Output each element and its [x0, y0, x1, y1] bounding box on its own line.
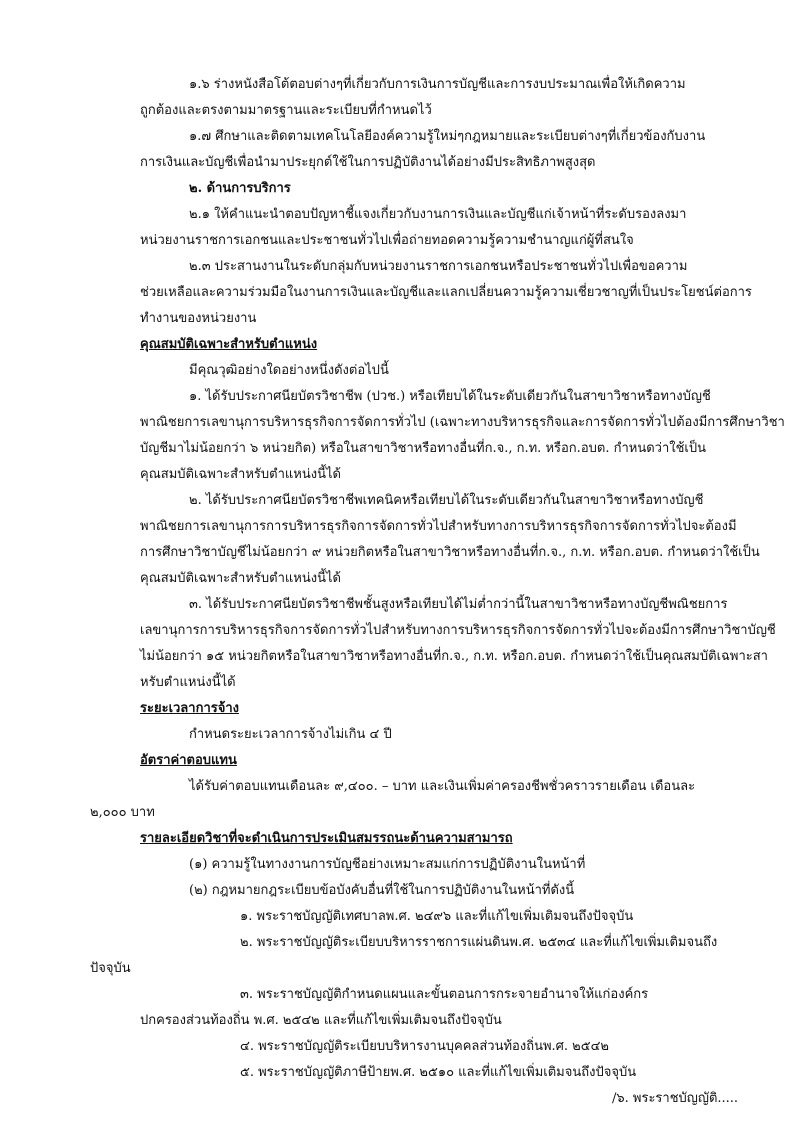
text-line: ๑.๗ ศึกษาและติดตามเทคโนโลยีองค์ความรู้ใหม่ๆกฎหมายและระเบียบต่างๆที่เกี่ยวข้องกับงาน — [189, 129, 706, 144]
text-line: ๔. พระราชบัญญัติระเบียบบริหารงานบุคคลส่วนท้องถิ่นพ.ศ. ๒๕๔๒ — [240, 1039, 609, 1054]
text-line: ๒.๓ ประสานงานในระดับกลุ่มกับหน่วยงานราชการเอกชนหรือประชาชนทั่วไปเพื่อขอความ — [189, 259, 688, 274]
text-line: ๒,๐๐๐ บาท — [90, 805, 155, 820]
text-line: ทำงานของหน่วยงาน — [140, 311, 257, 326]
text-line: ๑. พระราชบัญญัติเทศบาลพ.ศ. ๒๔๙๖ และที่แก้ไขเพิ่มเติมจนถึงปัจจุบัน — [240, 909, 634, 924]
text-line: ได้รับค่าตอบแทนเดือนละ ๙,๔๐๐. – บาท และเงินเพิ่มค่าครองชีพชั่วคราวรายเดือน เดือนละ — [189, 779, 696, 794]
text-line: เลขานุการการบริหารธุรกิจการจัดการทั่วไปสำหรับทางการบริหารธุรกิจการจัดการทั่วไปจะต้องมีการศึกษาวิชาบัญชี — [140, 623, 776, 638]
text-line: คุณสมบัติเฉพาะสำหรับตำแหน่งนี้ได้ — [140, 467, 341, 482]
text-line: มีคุณวุฒิอย่างใดอย่างหนึ่งดังต่อไปนี้ — [189, 363, 389, 378]
text-line: ไม่น้อยกว่า ๑๕ หน่วยกิตหรือในสาขาวิชาหรือทางอื่นที่ก.จ., ก.ท. หรือก.อบต. กำหนดว่าใช้เป็นคุณสมบัติเฉพาะสา — [140, 649, 768, 664]
text-line: ปัจจุบัน — [90, 961, 131, 976]
text-line: หน่วยงานราชการเอกชนและประชาชนทั่วไปเพื่อถ่ายทอดความรู้ความชำนาญแก่ผู้ที่สนใจ — [140, 233, 634, 248]
text-line: ถูกต้องและตรงตามมาตรฐานและระเบียบที่กำหนดไว้ — [140, 103, 432, 118]
text-line: บัญชีมาไม่น้อยกว่า ๖ หน่วยกิต) หรือในสาขาวิชาหรือทางอื่นที่ก.จ., ก.ท. หรือก.อบต. กำหนดว่าใช้เป็น — [140, 441, 707, 456]
text-line: (๑) ความรู้ในทางงานการบัญชีอย่างเหมาะสมแก่การปฏิบัติงานในหน้าที่ — [189, 857, 586, 872]
text-line: ๒.๑ ให้คำแนะนำตอบปัญหาชี้แจงเกี่ยวกับงานการเงินและบัญชีแก่เจ้าหน้าที่ระดับรองลงมา — [189, 207, 687, 222]
text-line: กำหนดระยะเวลาการจ้างไม่เกิน ๔ ปี — [189, 727, 392, 742]
text-line: ๑.๖ ร่างหนังสือโต้ตอบต่างๆที่เกี่ยวกับการเงินการบัญชีและการงบประมาณเพื่อให้เกิดความ — [189, 77, 686, 92]
section-heading: รายละเอียดวิชาที่จะดำเนินการประเมินสมรรถนะด้านความสามารถ — [140, 831, 513, 846]
text-line: คุณสมบัติเฉพาะสำหรับตำแหน่งนี้ได้ — [140, 571, 341, 586]
text-line: (๒) กฎหมายกฎระเบียบข้อบังคับอื่นที่ใช้ในการปฏิบัติงานในหน้าที่ดังนี้ — [189, 883, 575, 898]
text-line: พาณิชยการเลขานุการบริหารธุรกิจการจัดการทั่วไป (เฉพาะทางบริหารธุรกิจและการจัดการทั่วไปต้องมีการศึกษาวิชา — [140, 415, 785, 430]
section-heading: อัตราค่าตอบแทน — [140, 753, 237, 768]
continuation-note: /๖. พระราชบัญญัติ..... — [612, 1091, 739, 1106]
text-line: ๑. ได้รับประกาศนียบัตรวิชาชีพ (ปวช.) หรือเทียบได้ในระดับเดียวกันในสาขาวิชาหรือทางบัญชี — [189, 389, 711, 404]
section-heading: คุณสมบัติเฉพาะสำหรับตำแหน่ง — [140, 337, 318, 352]
text-line: การเงินและบัญชีเพื่อนำมาประยุกต์ใช้ในการปฏิบัติงานได้อย่างมีประสิทธิภาพสูงสุด — [140, 155, 596, 170]
text-line: หรับตำแหน่งนี้ได้ — [140, 675, 236, 690]
text-line: ๒. พระราชบัญญัติระเบียบบริหารราชการแผ่นดินพ.ศ. ๒๕๓๔ และที่แก้ไขเพิ่มเติมจนถึง — [240, 935, 718, 950]
text-line: พาณิชยการเลขานุการการบริหารธุรกิจการจัดการทั่วไปสำหรับทางการบริหารธุรกิจการจัดการทั่วไปจะต้องมี — [140, 519, 737, 534]
text-line: ๓. ได้รับประกาศนียบัตรวิชาชีพชั้นสูงหรือเทียบได้ไม่ต่ำกว่านี้ในสาขาวิชาหรือทางบัญชีพณิชยการ — [189, 597, 728, 612]
text-line: ๕. พระราชบัญญัติภาษีป้ายพ.ศ. ๒๕๑๐ และที่แก้ไขเพิ่มเติมจนถึงปัจจุบัน — [240, 1065, 637, 1080]
text-line: ๓. พระราชบัญญัติกำหนดแผนและขั้นตอนการกระจายอำนาจให้แก่องค์กร — [240, 987, 649, 1002]
text-line: การศึกษาวิชาบัญชีไม่น้อยกว่า ๙ หน่วยกิตหรือในสาขาวิชาหรือทางอื่นที่ก.จ., ก.ท. หรือก.อบต. กำหนดว่าใช้เป็น — [140, 545, 760, 560]
section-heading: ระยะเวลาการจ้าง — [140, 701, 239, 716]
text-line: ปกครองส่วนท้องถิ่น พ.ศ. ๒๕๔๒ และที่แก้ไขเพิ่มเติมจนถึงปัจจุบัน — [140, 1013, 502, 1028]
text-line: ช่วยเหลือและความร่วมมือในงานการเงินและบัญชีและแลกเปลี่ยนความรู้ความเชี่ยวชาญที่เป็นประโยชน์ต่อการ — [140, 285, 752, 300]
section-heading: ๒. ด้านการบริการ — [189, 181, 291, 196]
text-line: ๒. ได้รับประกาศนียบัตรวิชาชีพเทคนิคหรือเทียบได้ในระดับเดียวกันในสาขาวิชาหรือทางบัญชี — [189, 493, 704, 508]
